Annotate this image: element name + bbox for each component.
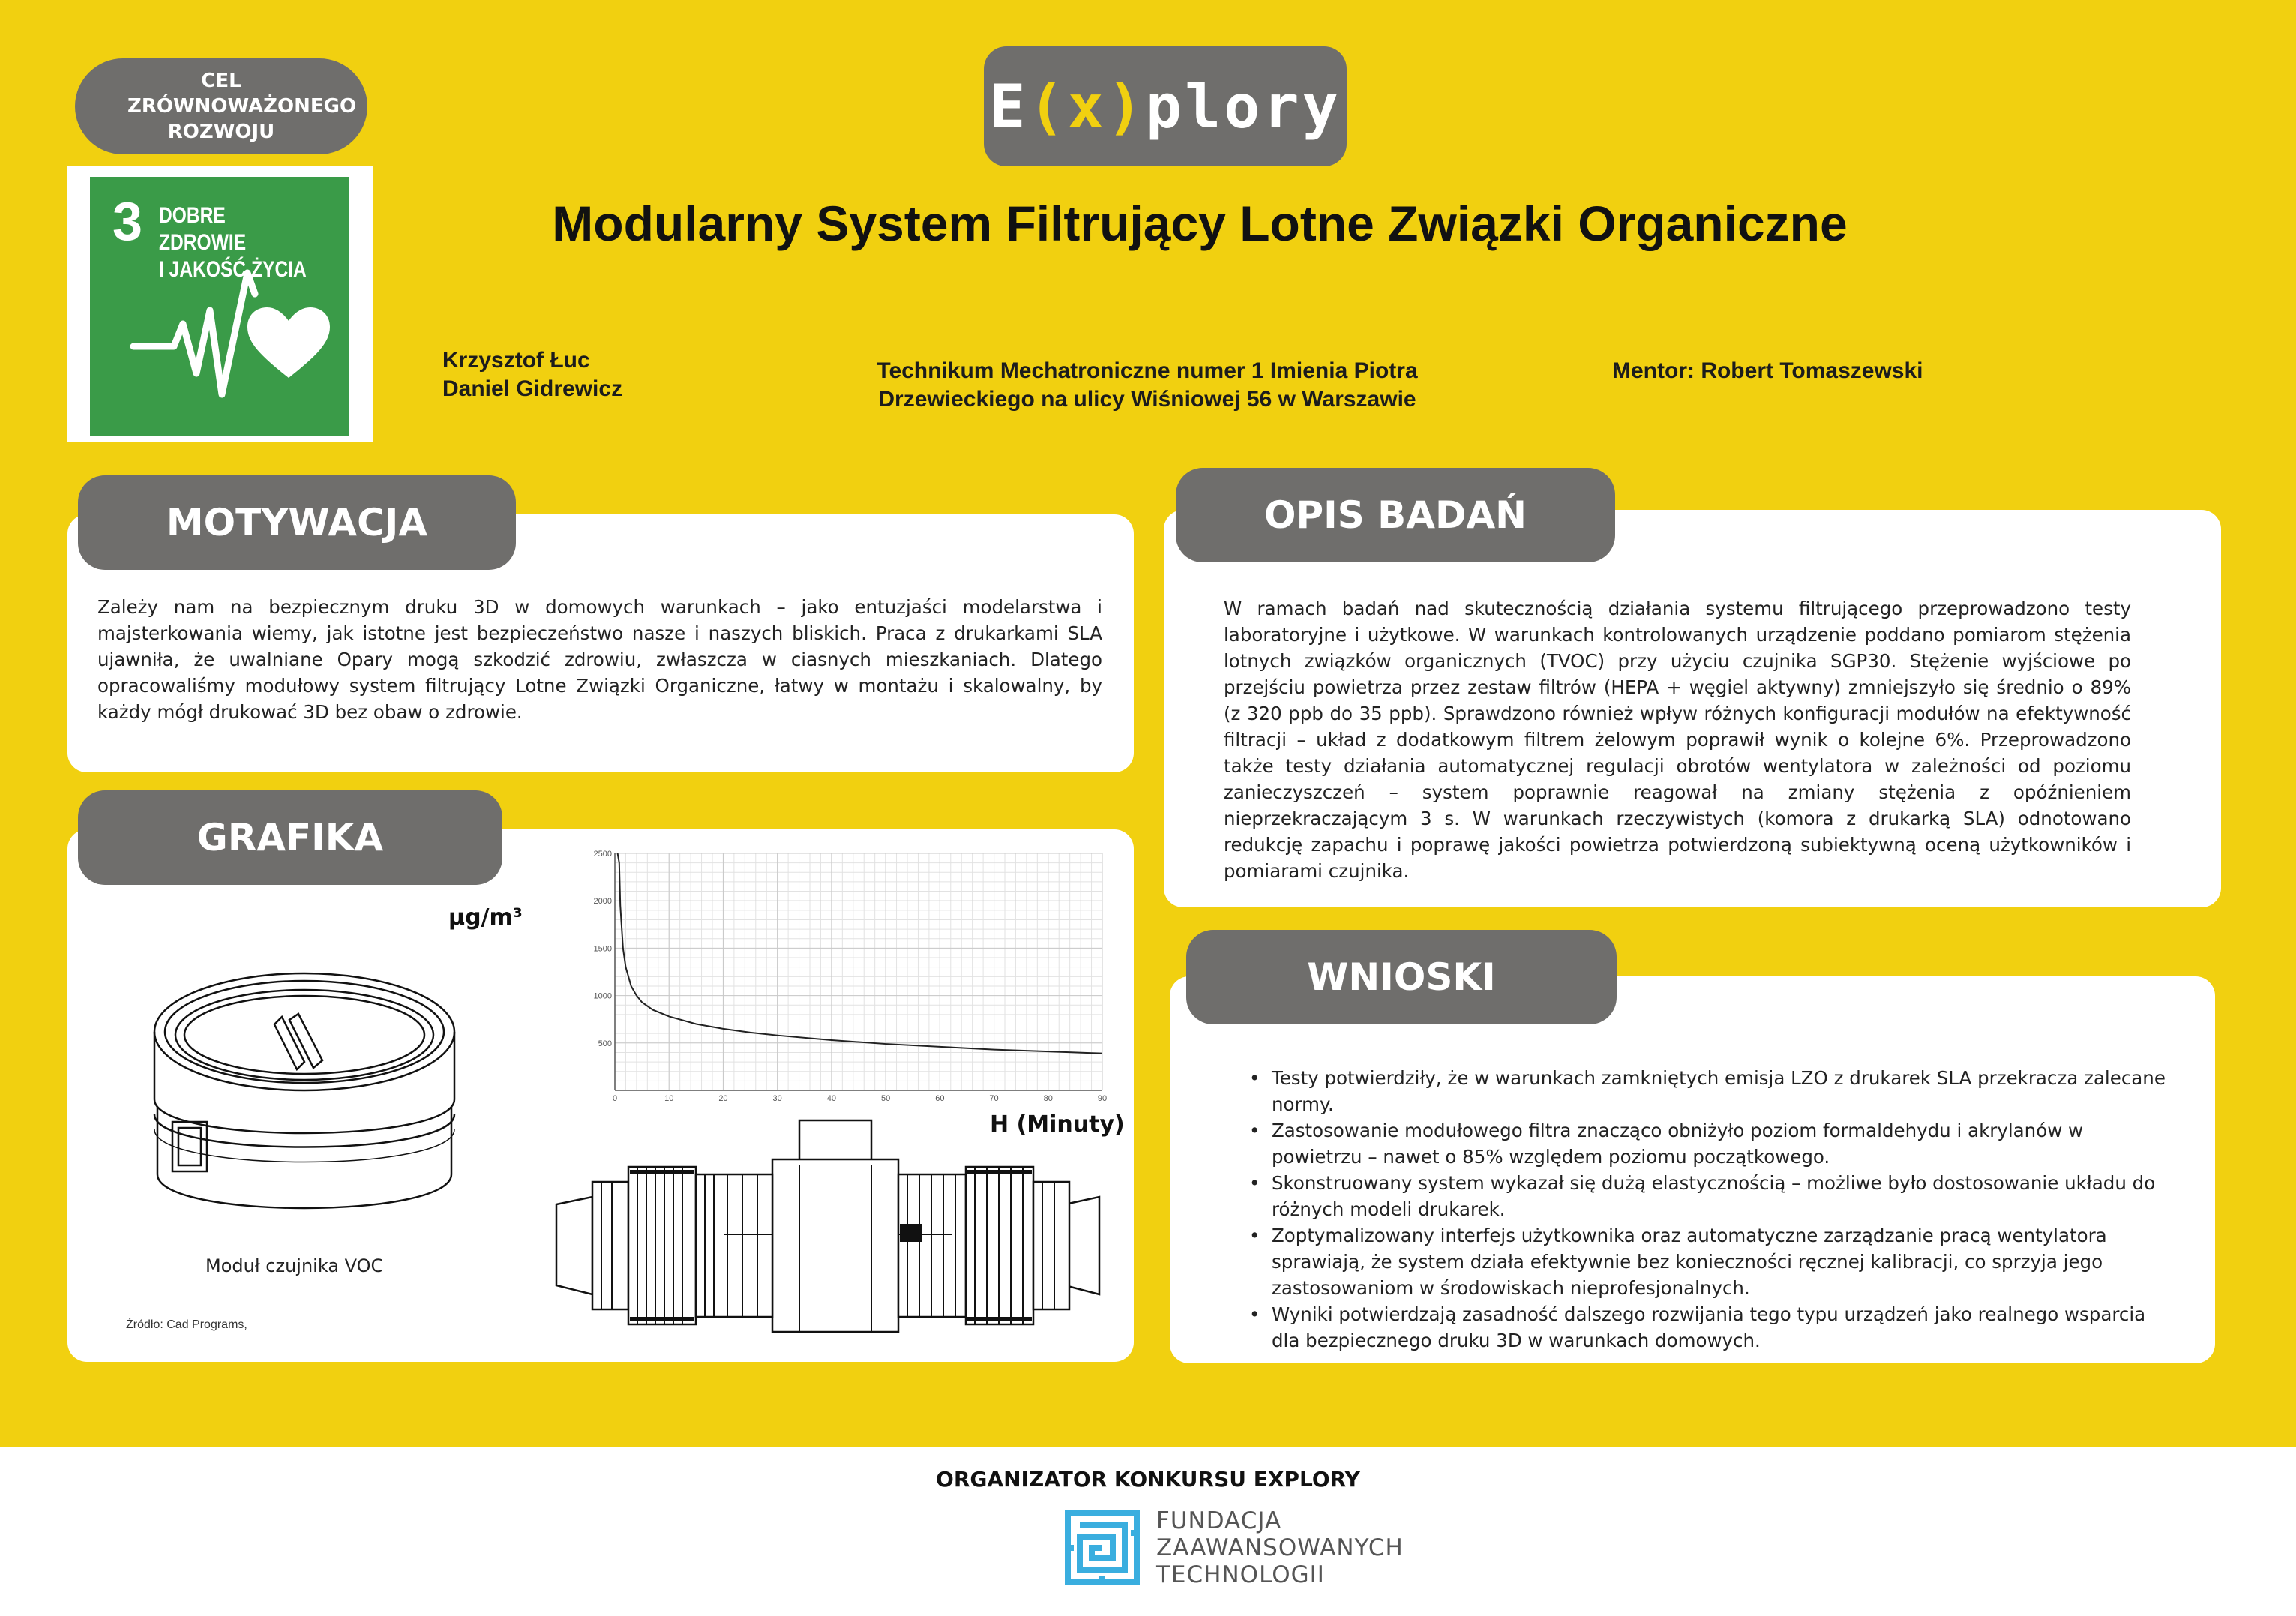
tvoc-decay-chart [502,844,1117,1122]
y-unit-label: µg/m³ [448,904,523,931]
x-tick-label: 30 [772,1094,782,1103]
list-item: • Zoptymalizowany interfejs użytkownika oraz automatyczne zarządzanie pracą wentylatora sprawiają, że system działa efektywnie bez konieczności ręcznej kalibracji, co sprzyja jego zastosowaniom w środowiskach nieprofesjonalnych. [1272,1222,2172,1301]
x-unit-label: H (Minuty) [990,1111,1125,1138]
graphics-card [67,829,1134,1362]
organizer-label: ORGANIZATOR KONKURSU EXPLORY [936,1467,1360,1492]
list-item: • Wyniki potwierdzają zasadność dalszego rozwijania tego typu urządzeń jako realnego wsparcia dla bezpiecznego druku 3D w warunkach domowych. [1272,1301,2172,1354]
y-tick-label: 2000 [593,897,612,907]
y-tick-label: 1000 [593,991,612,1001]
explory-logo [984,46,1347,166]
authors [442,346,622,403]
foundation-line-2: ZAAWANSOWANYCH [1156,1534,1404,1561]
research-heading [1176,468,1615,562]
sdg-goal-panel [90,177,349,436]
x-tick-label: 80 [1043,1094,1053,1103]
source-note: Źródło: Cad Programs, [126,1318,247,1331]
series-line-0 [618,853,1102,1054]
logo-x: x [1067,71,1107,142]
motivation-text: Zależy nam na bezpiecznym druku 3D w domowych warunkach – jako entuzjaści modelarstwa i majsterkowania wiemy, jak istotne jest bezpieczeństwo nasze i naszych bliskich. Praca z drukarkami SLA ujawniła, że uwalniane Opary mogą szkodzić zdrowiu, zwłaszcza w ciasnych mieszkaniach. Dlatego opracowaliśmy modułowy system filtrujący Lotne Związki Organiczne, łatwy w montażu i skalowalny, by każdy mógł drukować 3D bez obaw o zdrowie. [97,596,1102,723]
sdg-badge [75,58,367,154]
logo-suffix: plory [1145,71,1341,142]
school-line-2: Drzewieckiego na ulicy Wiśniowej 56 w Warszawie [878,387,1416,412]
sdg-goal-line2: I JAKOŚĆ ŻYCIA [159,257,307,282]
sdg-goal-number: 3 [112,192,143,252]
foundation-line-1: FUNDACJA [1156,1507,1282,1534]
graphics-heading [78,790,502,885]
foundation-name [1156,1507,1404,1588]
heartbeat-heart-icon [90,177,349,436]
sdg-tile [67,166,373,442]
foundation-maze-icon [1065,1510,1140,1585]
author-1: Krzysztof Łuc [442,348,590,373]
x-tick-label: 20 [718,1094,728,1103]
list-item: • Skonstruowany system wykazał się dużą elastycznością – możliwe było dostosowanie układu do różnych modeli drukarek. [1272,1170,2172,1222]
y-tick-label: 1500 [593,944,612,954]
logo-paren-open: ( [1028,71,1068,142]
motivation-heading [78,475,516,570]
x-tick-label: 60 [935,1094,945,1103]
x-tick-label: 90 [1097,1094,1108,1103]
research-heading-label: OPIS BADAŃ [1263,493,1527,537]
y-tick-label: 500 [598,1039,612,1048]
footer [0,1447,2296,1616]
conclusions-list [1248,1065,2172,1354]
filter-assembly-drawing [547,1114,1102,1339]
author-2: Daniel Gidrewicz [442,376,623,401]
x-tick-label: 70 [989,1094,999,1103]
x-tick-label: 40 [826,1094,837,1103]
logo-paren-close: ) [1106,71,1146,142]
mentor: Mentor: Robert Tomaszewski [1612,358,1923,383]
x-tick-label: 10 [664,1094,674,1103]
conclusions-heading [1186,930,1617,1024]
conclusions-heading-label: WNIOSKI [1307,955,1496,999]
sensor-caption: Moduł czujnika VOC [205,1255,384,1276]
foundation-line-3: TECHNOLOGII [1156,1561,1325,1588]
x-tick-label: 0 [612,1094,618,1103]
conclusions-card [1170,976,2215,1363]
research-text: W ramach badań nad skutecznością działania systemu filtrującego przeprowadzono testy laboratoryjne i użytkowe. W warunkach kontrolowanych urządzenie poddano pomiarom stężenia lotnych związków organicznych (TVOC) przy użyciu czujnika SGP30. Stężenie wyjściowe po przejściu powietrza przez zestaw filtrów (HEPA + węgiel aktywny) zmniejszyło się średnio o 89% (z 320 ppb do 35 ppb). Sprawdzono również wpływ różnych konfiguracji modułów na efektywność filtracji – układ z dodatkowym filtrem żelowym poprawił wynik o kolejne 6%. Przeprowadzono także testy działania automatycznej regulacji obrotów wentylatora w zależności od poziomu zanieczyszczeń – system poprawnie reagował na zmiany stężenia z opóźnieniem nieprzekraczającym 3 s. W warunkach rzeczywistych (komora z drukarką SLA) odnotowano redukcję zapachu i poprawę jakości powietrza potwierdzoną subiektywną oceną użytkowników i pomiarami czujnika. [1224,598,2131,882]
y-tick-label: 2500 [593,850,612,859]
page-title: Modularny System Filtrujący Lotne Związki Organiczne [552,196,1848,251]
voc-sensor-module-drawing [139,957,484,1227]
x-tick-label: 50 [880,1094,891,1103]
sdg-badge-label: CEL ZRÓWNOWAŻONEGO ROZWOJU [127,70,357,143]
list-item: • Testy potwierdziły, że w warunkach zamkniętych emisja LZO z drukarek SLA przekracza zalecane normy. [1272,1065,2172,1117]
motivation-heading-label: MOTYWACJA [166,501,428,544]
school [825,357,1470,414]
research-card [1164,510,2221,907]
graphics-heading-label: GRAFIKA [196,816,384,859]
sdg-goal-line1: DOBRE ZDROWIE [159,203,247,255]
logo-prefix: E [989,71,1029,142]
school-line-1: Technikum Mechatroniczne numer 1 Imienia Piotra [877,358,1418,383]
list-item: • Zastosowanie modułowego filtra znacząco obniżyło poziom formaldehydu i akrylanów w powietrzu – nawet o 85% względem poziomu początkowego. [1272,1117,2172,1170]
